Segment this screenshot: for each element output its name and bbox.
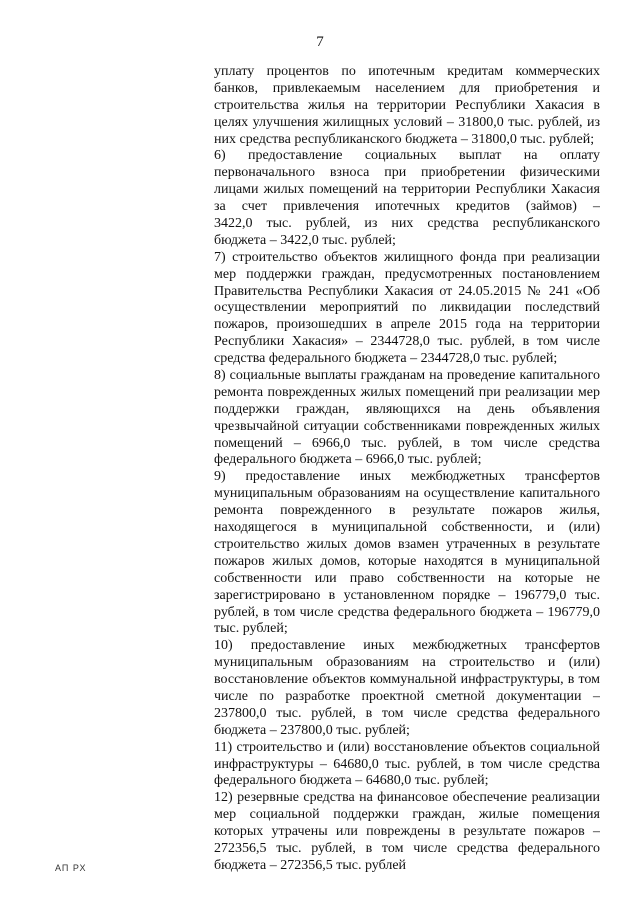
text-line: 272356,5 тыс. рублей, в том числе средства федерального: [214, 840, 600, 856]
text-line: числе по разработке проектной сметной документации –: [214, 688, 600, 704]
text-line: рублей, в том числе средства федерального бюджета – 196779,0: [214, 604, 600, 620]
text-line: пожаров жилых домов, которые находятся в муниципальной: [214, 553, 600, 569]
text-line: 8) социальные выплаты гражданам на проведение капитального: [214, 368, 600, 384]
text-line: средства федерального бюджета – 2344728,0 тыс. рублей;: [214, 351, 558, 367]
footer-mark: АП РХ: [55, 863, 87, 873]
text-line: пожаров, произошедших в апреле 2015 года на территории: [214, 317, 600, 333]
text-line: помещений – 6966,0 тыс. рублей, в том числе средства: [214, 435, 600, 451]
text-line: 3422,0 тыс. рублей, из них средства республиканского: [214, 216, 600, 232]
text-line: мер социальной поддержки граждан, жилые помещения: [214, 807, 600, 823]
text-line: 6) предоставление социальных выплат на оплату: [214, 148, 600, 164]
text-line: 237800,0 тыс. рублей, в том числе средства федерального: [214, 705, 600, 721]
text-line: чрезвычайной ситуации собственниками поврежденных жилых: [214, 418, 600, 434]
text-line: федерального бюджета – 6966,0 тыс. рублей;: [214, 452, 482, 468]
text-line: зарегистрировано в установленном порядке – 196779,0 тыс.: [214, 587, 600, 603]
text-line: за счет привлечения ипотечных кредитов (займов) –: [214, 199, 600, 215]
text-line: поддержки граждан, являющихся на день объявления: [214, 401, 600, 417]
text-line: собственности или право собственности на которые не: [214, 570, 600, 586]
text-line: 7) строительство объектов жилищного фонда при реализации: [214, 249, 600, 265]
text-line: бюджета – 237800,0 тыс. рублей;: [214, 722, 410, 738]
text-line: целях улучшения жилищных условий – 31800,0 тыс. рублей, из: [214, 114, 600, 130]
text-line: находящегося в муниципальной собственности, и (или): [214, 520, 600, 536]
text-line: муниципальным образованиям на строительство и (или): [214, 655, 600, 671]
page-number: 7: [316, 34, 324, 50]
text-line: мер поддержки граждан, предусмотренных постановлением: [214, 266, 600, 282]
text-line: банков, привлекаемым населением для приобретения и: [214, 80, 600, 96]
text-line: 10) предоставление иных межбюджетных трансфертов: [214, 638, 600, 654]
text-line: ремонта поврежденных жилых помещений при реализации мер: [214, 384, 600, 400]
text-line: 12) резервные средства на финансовое обеспечение реализации: [214, 790, 600, 806]
text-line: лицами жилых помещений на территории Республики Хакасия: [214, 182, 600, 198]
text-line: тыс. рублей;: [214, 621, 288, 637]
text-line: Республики Хакасия» – 2344728,0 тыс. рублей, в том числе: [214, 334, 600, 350]
text-line: Правительства Республики Хакасия от 24.05.2015 № 241 «Об: [214, 283, 600, 299]
text-line: уплату процентов по ипотечным кредитам коммерческих: [214, 64, 600, 79]
text-line: осуществлении мероприятий по ликвидации последствий: [214, 300, 600, 316]
text-line: бюджета – 3422,0 тыс. рублей;: [214, 232, 396, 248]
text-line: которых утрачены или повреждены в результате пожаров –: [214, 824, 600, 840]
text-line: ремонта поврежденного в результате пожаров жилья,: [214, 503, 600, 519]
text-line: первоначального взноса при приобретении физическими: [214, 165, 600, 181]
text-line: бюджета – 272356,5 тыс. рублей: [214, 857, 407, 873]
text-line: инфраструктуры – 64680,0 тыс. рублей, в том числе средства: [214, 756, 600, 772]
text-line: восстановление объектов коммунальной инфраструктуры, в том: [214, 672, 600, 688]
text-line: строительство жилых домов взамен утраченных в результате: [214, 536, 600, 552]
text-line: строительства жилья на территории Республики Хакасия в: [214, 97, 600, 113]
text-line: 11) строительство и (или) восстановление объектов социальной: [214, 739, 600, 755]
text-line: 9) предоставление иных межбюджетных трансфертов: [214, 469, 600, 485]
document-body: [214, 64, 600, 875]
text-line: них средства республиканского бюджета – 31800,0 тыс. рублей;: [214, 131, 595, 147]
text-line: муниципальным образованиям на осуществление капитального: [214, 486, 600, 502]
text-line: федерального бюджета – 64680,0 тыс. рублей;: [214, 773, 489, 789]
